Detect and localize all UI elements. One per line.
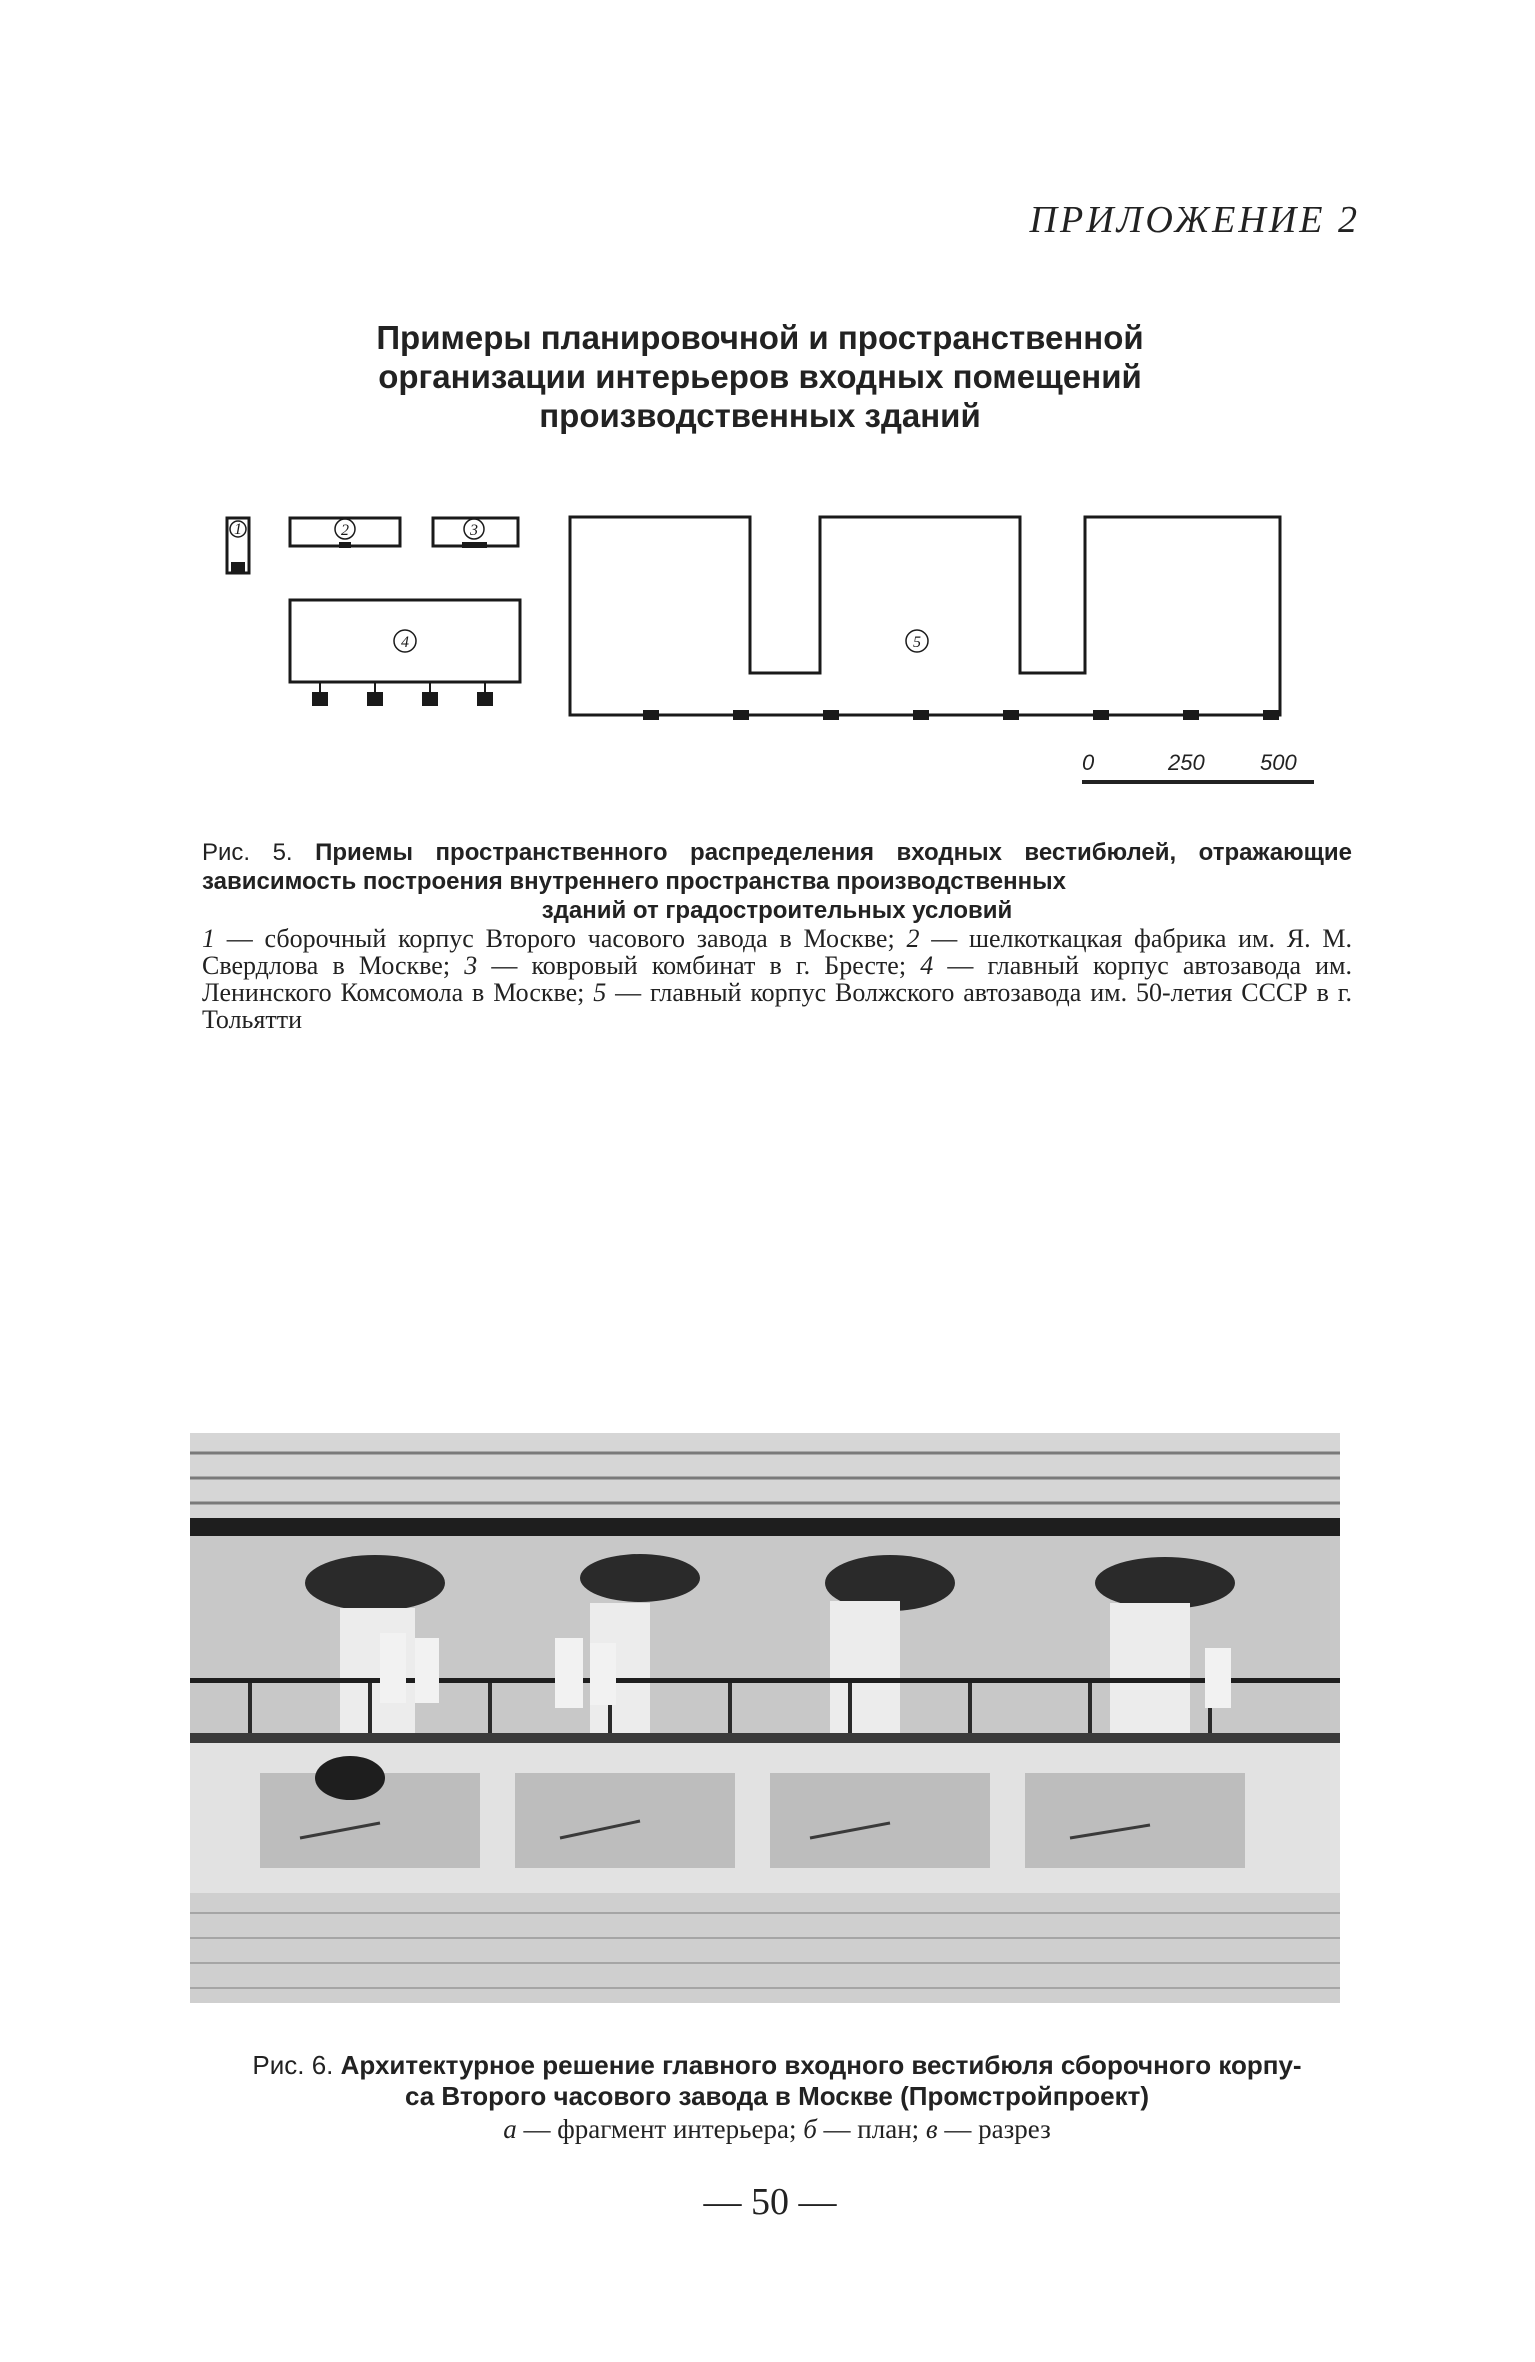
section-title-line-3: производственных зданий <box>539 397 981 434</box>
plan-2-label: 2 <box>341 522 349 539</box>
legend-6-letter-v: в <box>925 2114 938 2144</box>
scale-bar <box>1082 750 1322 790</box>
plan-5-entrance <box>733 710 749 720</box>
figure-6-number: Рис. 6. <box>252 2050 334 2080</box>
legend-6-letter-b: б <box>803 2114 817 2144</box>
section-title-line-2: организации интерьеров входных помещений <box>378 358 1142 395</box>
plan-5-entrance <box>643 710 659 720</box>
plan-5-entrance <box>1093 710 1109 720</box>
plan-5-entrance <box>1183 710 1199 720</box>
figure-5-legend <box>202 925 1352 1033</box>
plan-4-entrance-2 <box>367 692 383 706</box>
legend-6-text-a: — фрагмент интерьера; <box>516 2114 804 2144</box>
plan-3-entrance <box>462 542 487 548</box>
legend-6-text-v: — разрез <box>937 2114 1051 2144</box>
plan-1-label: 1 <box>234 521 242 538</box>
figure-5-caption-text: Приемы пространственного распределения входных вестибюлей, отражающие зависимость построения внутреннего пространства производственных <box>202 839 1352 895</box>
plan-5-entrance <box>913 710 929 720</box>
figure-6-caption-line-2: са Второго часового завода в Москве (Промстройпроект) <box>404 2081 1150 2111</box>
legend-5-text-5: — главный корпус Волжского автозавода им. 50-летия СССР в г. Тольятти <box>202 978 1352 1034</box>
plan-2-entrance <box>339 542 351 548</box>
legend-5-num-3: 3 <box>464 951 478 980</box>
figure-5-number: Рис. 5. <box>202 839 293 866</box>
figure-5-plans <box>215 505 1315 725</box>
figure-6-photo <box>190 1433 1340 2003</box>
plan-3-label: 3 <box>470 522 478 539</box>
plan-4-label: 4 <box>401 634 409 651</box>
legend-5-num-1: 1 <box>202 924 215 953</box>
plan-5-outline <box>570 517 1280 715</box>
legend-5-num-4: 4 <box>920 951 934 980</box>
legend-5-text-4: — главный корпус автозавода им. Ленинского Комсомола в Москве; <box>202 951 1353 1007</box>
scale-bar-line <box>1082 780 1314 784</box>
plan-4-entrance-1 <box>312 692 328 706</box>
plan-5-label: 5 <box>913 634 921 651</box>
plan-5-entrance <box>823 710 839 720</box>
scale-label-0: 0 <box>1082 750 1095 775</box>
legend-5-text-3: — ковровый комбинат в г. Бресте; <box>477 951 921 980</box>
plan-1-entrance <box>231 562 245 572</box>
legend-5-num-5: 5 <box>593 978 607 1007</box>
page-number: — 50 — <box>703 2181 837 2223</box>
figure-6-legend <box>202 2114 1352 2144</box>
section-title-line-1: Примеры планировочной и пространственной <box>376 319 1144 356</box>
plan-5-entrance <box>1263 710 1279 720</box>
plan-4-entrance-4 <box>477 692 493 706</box>
legend-5-text-2: — шелкоткацкая фабрика им. Я. М. Свердлова в Москве; <box>202 924 1352 980</box>
legend-5-num-2: 2 <box>906 924 920 953</box>
figure-5-caption-last: зданий от градостроительных условий <box>541 897 1013 924</box>
legend-6-letter-a: а <box>503 2114 517 2144</box>
legend-5-text-1: — сборочный корпус Второго часового завода в Москве; <box>215 924 907 953</box>
legend-6-text-b: — план; <box>816 2114 926 2144</box>
figure-6-caption <box>202 2050 1352 2112</box>
figure-6-caption-line-1: Архитектурное решение главного входного вестибюля сборочного корпу- <box>340 2050 1302 2080</box>
section-title <box>300 318 1220 435</box>
figure-5-caption <box>202 838 1352 925</box>
appendix-heading: ПРИЛОЖЕНИЕ 2 <box>1029 199 1360 241</box>
plan-5-entrance <box>1003 710 1019 720</box>
scale-label-500: 500 <box>1260 750 1297 775</box>
scale-label-250: 250 <box>1168 750 1205 775</box>
plan-4-entrance-3 <box>422 692 438 706</box>
